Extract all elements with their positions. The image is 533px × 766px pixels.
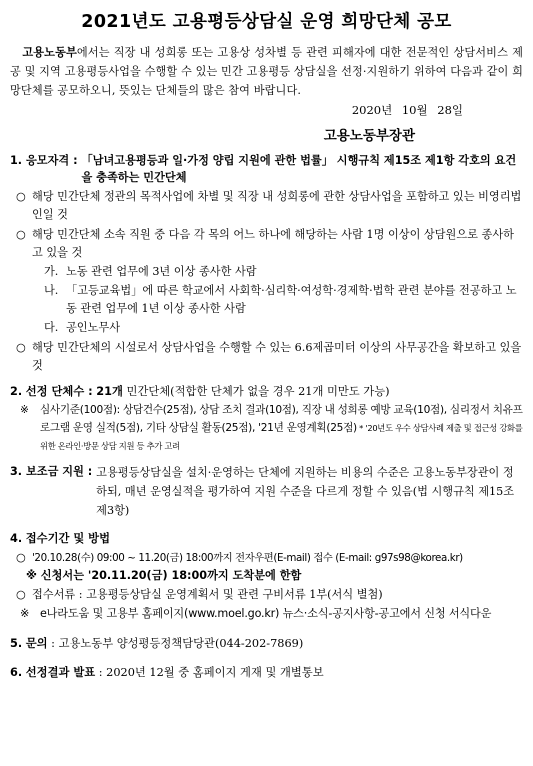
note-mark-icon: ※: [20, 607, 30, 620]
application-period: '20.10.28(수) 09:00 ~ 11.20(금) 18:00까지 전자우편(E-mail) 접수 (E-mail: g97s98@korea.kr): [32, 552, 463, 564]
section-2-label: 선정 단체수 :: [25, 385, 93, 398]
sub-item-text: 공인노무사: [66, 321, 121, 334]
section-6-body: : 2020년 12월 중 홈페이지 게재 및 개별통보: [95, 666, 324, 679]
section-6-label: 선정결과 발표: [25, 666, 96, 679]
section-1-item-3: [16, 339, 523, 375]
section-3-body: 고용평등상담실을 설치·운영하는 단체에 지원하는 비용의 수준은 고용노동부장관이 정하되, 매년 운영실적을 평가하여 지원 수준을 다르게 정할 수 있음(법 시행규칙 제15조제3항): [96, 466, 515, 517]
intro-org: 고용노동부: [22, 46, 77, 59]
section-2-count: 21개: [96, 385, 123, 398]
intro-text: 에서는 직장 내 성희롱 또는 고용상 성차별 등 관련 피해자에 대한 전문적인 상담서비스 제공 및 지역 고용평등사업을 수행할 수 있는 민간 고용평등 상담실을 선정·지원하기 위하여 다음과 같이 희망단체를 공모하오니, 뜻있는 단체들의 많은 참여 바랍니다.: [10, 46, 523, 97]
sub-marker: 다.: [44, 321, 59, 334]
section-5-body: : 고용노동부 양성평등정책담당관(044-202-7869): [47, 637, 304, 650]
section-5-header: [10, 635, 523, 652]
section-1-number: 1.: [10, 154, 23, 167]
bullet-circle-icon: ○: [16, 551, 26, 564]
section-1-label: 응모자격 :: [25, 154, 78, 167]
section-4-label: 접수기간 및 방법: [25, 532, 111, 545]
issuer-name: 고용노동부장관: [323, 128, 415, 144]
section-4-item-2: [16, 586, 523, 604]
deadline-note: ※ 신청서는 '20.11.20(금) 18:00까지 도착분에 한함: [26, 569, 302, 582]
section-3-header: [10, 463, 523, 520]
section-1-sub-b: [44, 282, 523, 318]
intro-paragraph: [10, 43, 523, 100]
sub-item-text: 노동 관련 업무에 3년 이상 종사한 사람: [66, 265, 257, 278]
evaluation-footnote: * '20년도 우수 상담사례 제출 및 접근성 강화를 위한 온라인·방문 상담 지원 등 추가 고려: [40, 423, 523, 451]
section-1-item-2: [16, 226, 523, 262]
section-6-header: [10, 664, 523, 681]
section-3-label: 보조금 지원 :: [25, 465, 93, 478]
section-2-header: [10, 383, 523, 400]
form-download-note: e나라도움 및 고용부 홈페이지(www.moel.go.kr) 뉴스·소식-공지사항-공고에서 신청 서식다운: [40, 607, 492, 620]
section-4-item-1: [16, 549, 523, 567]
section-3-number: 3.: [10, 465, 23, 478]
section-4-number: 4.: [10, 532, 23, 545]
section-2-number: 2.: [10, 385, 23, 398]
bullet-circle-icon: ○: [16, 341, 26, 354]
document-title: 2021년도 고용평등상담실 운영 희망단체 공모: [81, 12, 452, 32]
section-6-number: 6.: [10, 666, 23, 679]
section-5-label: 문의: [25, 637, 48, 650]
list-item-text: 해당 민간단체 정관의 목적사업에 차별 및 직장 내 성희롱에 관한 상담사업을 포함하고 있는 비영리법인일 것: [32, 190, 522, 221]
section-1-header: [10, 152, 523, 186]
sub-item-text: 「고등교육법」에 따른 학교에서 사회학·심리학·여성학·경제학·법학 관련 분야를 전공하고 노동 관련 업무에 1년 이상 종사한 사람: [66, 284, 517, 315]
section-1-sub-c: [44, 319, 523, 337]
section-4-header: [10, 530, 523, 547]
section-2-note: [20, 401, 523, 455]
sub-marker: 나.: [44, 284, 59, 297]
evaluation-criteria: 심사기준(100점): 상담건수(25점), 상담 조치 결과(10점), 직장 내 성희롱 예방 교육(10점), 심리정서 치유프로그램 운영 실적(5점), 기타 상담실 활동(25점), '21년 운영계획(25점): [40, 404, 523, 434]
bullet-circle-icon: ○: [16, 228, 26, 241]
section-4-note: [20, 605, 523, 623]
bullet-circle-icon: ○: [16, 588, 26, 601]
note-mark-icon: ※: [20, 404, 29, 416]
section-5-number: 5.: [10, 637, 23, 650]
section-1-item-1: [16, 188, 523, 224]
required-documents: 접수서류 : 고용평등상담실 운영계획서 및 관련 구비서류 1부(서식 별첨): [32, 588, 383, 601]
section-1-body: 「남녀고용평등과 일·가정 양립 지원에 관한 법률」 시행규칙 제15조 제1항 각호의 요건을 충족하는 민간단체: [81, 154, 517, 184]
notice-date: 2020년 10월 28일: [351, 103, 463, 117]
sub-marker: 가.: [44, 265, 59, 278]
bullet-circle-icon: ○: [16, 190, 26, 203]
section-1-sub-a: [44, 263, 523, 281]
section-2-body: 민간단체(적합한 단체가 없을 경우 21개 미만도 가능): [122, 385, 390, 398]
list-item-text: 해당 민간단체의 시설로서 상담사업을 수행할 수 있는 6.6제곱미터 이상의 사무공간을 확보하고 있을 것: [32, 341, 522, 372]
list-item-text: 해당 민간단체 소속 직원 중 다음 각 목의 어느 하나에 해당하는 사람 1명 이상이 상담원으로 종사하고 있을 것: [32, 228, 514, 259]
